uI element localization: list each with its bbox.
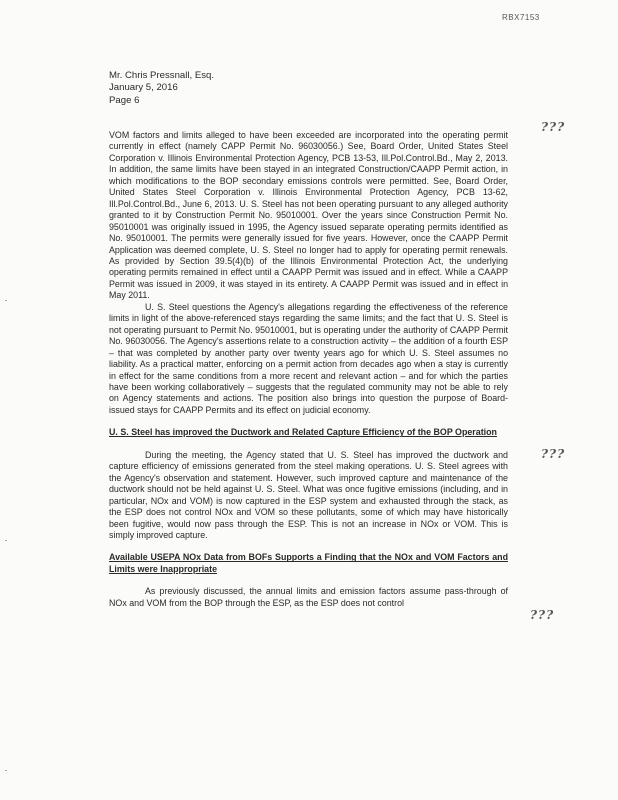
recipient-line: Mr. Chris Pressnall, Esq. bbox=[109, 70, 215, 81]
scan-speck bbox=[5, 300, 7, 301]
body-paragraph: U. S. Steel questions the Agency's allegations regarding the effectiveness of the reference limits in light of the above-referenced stays regarding the same limits; and the fact that U. S. Steel is not operating pursuant to Permit No. 95010001, but is operating under the authority of CAAPP Permit No. 96030056. The Agency's assertions relate to a construction activity – the addition of a fourth ESP – that was completed by another party over twenty years ago for which U. S. Steel assumes no liability. As a practical matter, enforcing on a permit action from decades ago when a stay is currently in effect for the same conditions from a more recent and relevant action – and for which the parties have been working collaboratively – suggests that the regulated community may not be able to rely on Agency statements and actions. The position also brings into question the purpose of Board-issued stays for CAAPP Permits and its effect on judicial economy. bbox=[109, 301, 508, 415]
margin-annotation-3: ??? bbox=[530, 608, 555, 622]
section-heading: Available USEPA NOx Data from BOFs Supports a Finding that the NOx and VOM Factors and Limits were Inappropriate bbox=[109, 552, 508, 574]
body-paragraph: VOM factors and limits alleged to have been exceeded are incorporated into the operating permit currently in effect (namely CAPP Permit No. 96030056.) See, Board Order, United States Steel Corporation v. Illinois Environmental Protection Agency, PCB 13-53, Ill.Pol.Control.Bd., May 2, 2013. In addition, the same limits have been stayed in an integrated Construction/CAAPP Permit action, in which modifications to the BOP secondary emissions controls were permitted. See, Board Order, United States Steel Corporation v. Illinois Environmental Protection Agency, PCB 13-62, Ill.Pol.Control.Bd., June 6, 2013. U. S. Steel has not been operating pursuant to any alleged authority granted to it by Construction Permit No. 95010001. Over the years since Construction Permit No. 95010001 was originally issued in 1995, the Agency issued separate operating permits identified as No. 95010001. The permits were generally issued for five years. However, once the CAAPP Permit Application was deemed complete, U. S. Steel no longer had to apply for operating permit renewals. As provided by Section 39.5(4)(b) of the Illinois Environmental Protection Act, the underlying operating permits remained in effect until a CAAPP Permit was issued and in effect. While a CAAPP Permit was issued in 2009, it was stayed in its entirety. A CAAPP Permit was issued and in effect in May 2011. bbox=[109, 130, 508, 301]
section-heading: U. S. Steel has improved the Ductwork and Related Capture Efficiency of the BOP Operation bbox=[109, 427, 497, 438]
margin-annotation-2: ??? bbox=[541, 447, 566, 461]
margin-annotation-1: ??? bbox=[541, 120, 566, 134]
page-number: Page 6 bbox=[109, 94, 140, 106]
bates-stamp: RBX7153 bbox=[502, 13, 540, 22]
letter-body bbox=[109, 130, 508, 609]
scan-speck bbox=[5, 770, 7, 771]
body-paragraph: As previously discussed, the annual limits and emission factors assume pass-through of NOx and VOM from the BOP through the ESP, as the ESP does not control bbox=[109, 586, 508, 608]
letter-header bbox=[109, 70, 214, 107]
body-paragraph: During the meeting, the Agency stated that U. S. Steel has improved the ductwork and capture efficiency of emissions generated from the steel making operations. U. S. Steel agrees with the Agency's observation and statement. However, such improved capture and maintenance of the ductwork should not be held against U. S. Steel. What was once fugitive emissions (including, and in particular, NOx and VOM) is now captured in the ESP system and exhausted through the stack, as the ESP does not control NOx and VOM so these pollutants, some of which may have historically been fugitive, would now pass through the ESP. This is not an increase in NOx or VOM. This is simply improved capture. bbox=[109, 449, 508, 540]
scan-speck bbox=[5, 540, 7, 541]
date-line: January 5, 2016 bbox=[109, 82, 178, 94]
